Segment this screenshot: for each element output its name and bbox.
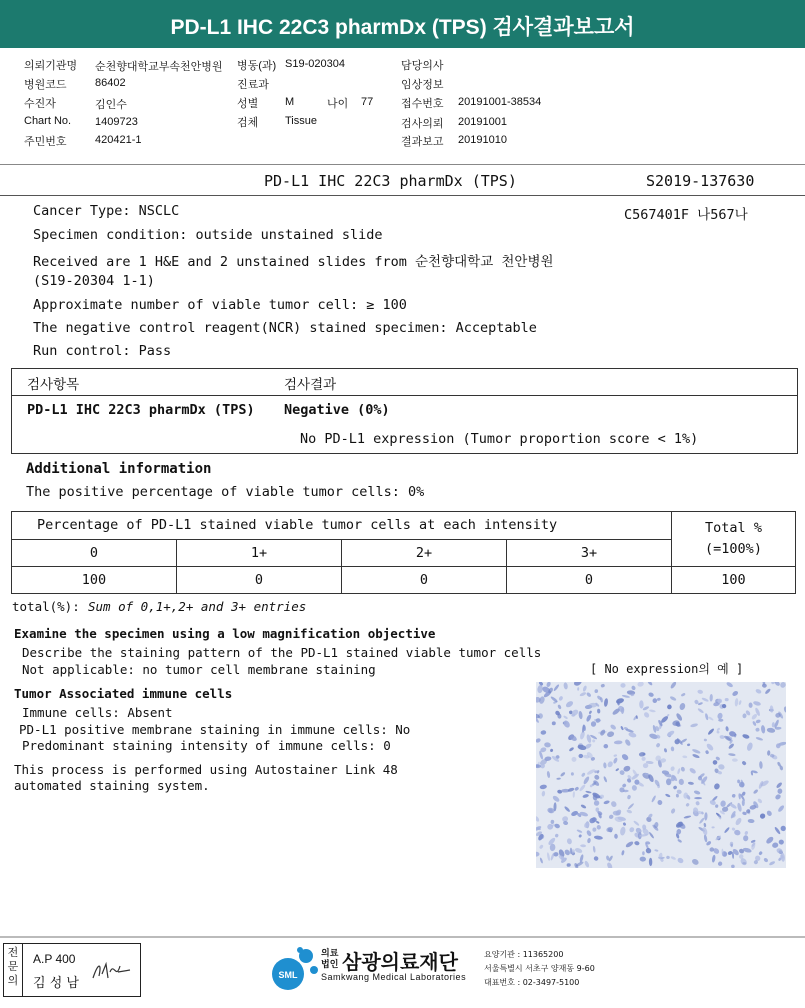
intensity-value-2plus: 0 <box>419 572 429 588</box>
examine-heading: Examine the specimen using a low magnification objective <box>14 626 436 641</box>
chart-label: Chart No. <box>24 115 72 127</box>
examine-line-1: Describe the staining pattern of the PD-L1 stained viable tumor cells <box>22 645 542 660</box>
received-id: (S19-20304 1-1) <box>33 273 155 289</box>
ncr-status: The negative control reagent(NCR) stained specimen: Acceptable <box>33 320 537 336</box>
total-header: Total % <box>705 520 762 536</box>
age-label: 나이 <box>327 98 349 110</box>
accession-label: 접수번호 <box>401 98 444 110</box>
sml-logo-text: SML <box>278 970 298 980</box>
positive-percentage: The positive percentage of viable tumor cells: 0% <box>26 484 425 500</box>
institution-label: 의뢰기관명 <box>24 60 78 72</box>
example-caption: [ No expression의 예 ] <box>590 662 744 676</box>
intensity-col-3plus: 3+ <box>580 545 598 561</box>
report-date-value: 20191010 <box>458 134 507 146</box>
foundation-address: 서울특별시 서초구 양재동 9-60 <box>484 964 595 973</box>
foundation-english: Samkwang Medical Laboratories <box>321 972 467 982</box>
clinical-info-label: 임상정보 <box>401 79 444 91</box>
result-col-result: 검사결과 <box>284 377 337 393</box>
license-number: A.P 400 <box>33 952 76 966</box>
request-value: 20191001 <box>458 116 507 128</box>
report-number: S2019-137630 <box>646 172 755 190</box>
signature-image <box>90 958 134 984</box>
intensity-table-header: Percentage of PD-L1 stained viable tumor cells at each intensity <box>37 517 558 533</box>
total-note-prefix: total(%): <box>12 599 80 614</box>
specimen-condition: Specimen condition: outside unstained slide <box>33 227 383 243</box>
run-control: Run control: Pass <box>33 343 172 359</box>
institution-value: 순천향대학교부속천안병원 <box>95 61 223 73</box>
patient-label: 수진자 <box>24 98 56 110</box>
immune-heading: Tumor Associated immune cells <box>14 686 233 701</box>
test-name: PD-L1 IHC 22C3 pharmDx (TPS) <box>264 172 517 190</box>
doctor-label: 담당의사 <box>401 60 444 72</box>
result-detail: No PD-L1 expression (Tumor proportion score < 1%) <box>300 431 699 447</box>
microscopy-image <box>536 682 786 868</box>
block-code: C567401F 나567나 <box>624 207 748 223</box>
ward-label: 병동(과) <box>237 60 277 72</box>
report-divider <box>0 195 805 196</box>
additional-heading: Additional information <box>26 461 212 477</box>
received-info: Received are 1 H&E and 2 unstained slides from 순천향대학교 천안병원 <box>33 254 554 270</box>
chart-value: 1409723 <box>95 116 138 128</box>
intensity-value-0: 100 <box>81 572 107 588</box>
sex-label: 성별 <box>237 98 259 110</box>
cancer-type: Cancer Type: NSCLC <box>33 203 180 219</box>
immune-line-3: Predominant staining intensity of immune cells: 0 <box>22 738 391 753</box>
specialist-role: 전문의 <box>7 946 19 987</box>
examine-line-2: Not applicable: no tumor cell membrane staining <box>22 662 376 677</box>
result-value: Negative (0%) <box>284 402 390 418</box>
age-value: 77 <box>361 96 374 108</box>
title-divider <box>0 47 805 48</box>
intensity-col-0: 0 <box>89 545 99 561</box>
signature-box-divider <box>22 944 23 996</box>
foundation-prefix-1: 의료 <box>321 949 339 959</box>
sml-logo-icon <box>270 946 320 992</box>
process-line-2: automated staining system. <box>14 778 210 793</box>
hospital-code-label: 병원코드 <box>24 79 67 91</box>
intensity-col-1plus: 1+ <box>250 545 268 561</box>
institution-number: 요양기관 : 11365200 <box>484 950 564 959</box>
hospital-code-value: 86402 <box>95 77 126 89</box>
result-col-item: 검사항목 <box>27 377 80 393</box>
physician-name: 김 성 남 <box>33 976 79 991</box>
foundation-phone: 대표번호 : 02-3497-5100 <box>484 978 580 987</box>
ward-value: S19-020304 <box>285 58 345 70</box>
intensity-col-2plus: 2+ <box>415 545 433 561</box>
total-header-sub: (=100%) <box>705 541 762 557</box>
patient-value: 김인수 <box>95 99 127 111</box>
footer-divider <box>0 936 805 938</box>
intensity-table-rule-2 <box>12 566 795 567</box>
sex-value: M <box>285 96 295 108</box>
process-line-1: This process is performed using Autostainer Link 48 <box>14 762 398 777</box>
intensity-total: 100 <box>721 572 746 588</box>
result-table-header-rule <box>12 395 797 396</box>
immune-line-1: Immune cells: Absent <box>22 705 173 720</box>
report-title: PD-L1 IHC 22C3 pharmDx (TPS) 검사결과보고서 <box>0 0 805 47</box>
foundation-prefix-2: 법인 <box>321 960 339 970</box>
viable-cells: Approximate number of viable tumor cell: ≥ 100 <box>33 297 407 313</box>
specimen-label: 검체 <box>237 117 259 129</box>
foundation-name: 삼광의료재단 <box>342 950 458 974</box>
immune-line-2: PD-L1 positive membrane staining in immune cells: No <box>19 722 411 737</box>
intensity-value-3plus: 0 <box>584 572 594 588</box>
total-note: Sum of 0,1+,2+ and 3+ entries <box>88 599 307 614</box>
specimen-value: Tissue <box>285 115 317 127</box>
accession-value: 20191001-38534 <box>458 96 542 108</box>
request-label: 검사의뢰 <box>401 118 444 130</box>
intensity-value-1plus: 0 <box>254 572 264 588</box>
id-label: 주민번호 <box>24 136 67 148</box>
header-divider <box>0 164 805 165</box>
report-date-label: 결과보고 <box>401 136 444 148</box>
id-value: 420421-1 <box>95 134 142 146</box>
result-item: PD-L1 IHC 22C3 pharmDx (TPS) <box>27 402 255 418</box>
department-label: 진료과 <box>237 79 269 91</box>
